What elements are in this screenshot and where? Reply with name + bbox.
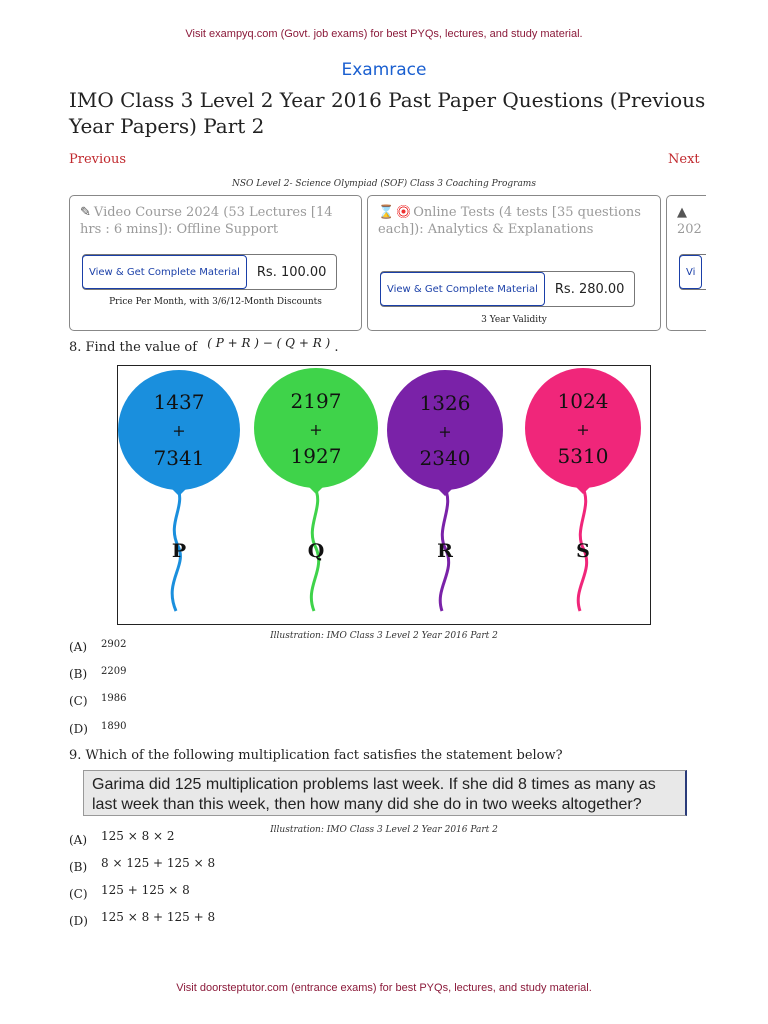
partial-course-card: [666, 195, 706, 331]
price-label: Rs. 100.00: [256, 264, 327, 280]
balloon-s-knot: [575, 486, 591, 494]
q9-option-c[interactable]: [69, 883, 190, 901]
balloon-p-knot: [171, 488, 187, 496]
balloon-r-label: R: [437, 540, 453, 562]
balloon-r-op: +: [438, 422, 452, 441]
purchase-row: [679, 254, 706, 290]
option-label: (D): [69, 914, 88, 928]
site-brand-link[interactable]: Examrace: [341, 60, 427, 80]
option-label: (C): [69, 694, 88, 708]
balloon-q-op: +: [309, 420, 323, 439]
balloon-p-bottom: 7341: [153, 446, 205, 470]
question-8: [69, 336, 339, 355]
balloon-q-knot: [308, 486, 324, 494]
q8-option-a[interactable]: [69, 640, 126, 654]
illustration-caption: Illustration: IMO Class 3 Level 2 Year 2016 Part 2: [270, 825, 498, 835]
top-banner-link[interactable]: Visit exampyq.com (Govt. job exams) for best PYQs, lectures, and study material.: [185, 28, 583, 40]
option-value: 125 + 125 × 8: [101, 883, 190, 897]
coaching-caption: NSO Level 2- Science Olympiad (SOF) Class 3 Coaching Programs: [232, 179, 536, 189]
illustration-caption: Illustration: IMO Class 3 Level 2 Year 2016 Part 2: [270, 631, 498, 641]
video-course-card: [69, 195, 362, 331]
previous-link[interactable]: Previous: [69, 152, 127, 167]
word-problem-statement: Garima did 125 multiplication problems last week. If she did 8 times as many as last week than this week, then how many did she do in two weeks altogether?: [83, 770, 687, 816]
balloon-p-op: +: [172, 421, 186, 440]
question-text: 8. Find the value of: [69, 340, 198, 355]
balloon-p: [118, 370, 240, 611]
option-label: (A): [69, 640, 88, 654]
q8-option-b[interactable]: [69, 667, 126, 681]
q9-option-d[interactable]: [69, 910, 216, 928]
option-label: (D): [69, 722, 88, 736]
balloon-r-top: 1326: [419, 391, 471, 415]
balloons-illustration: [117, 365, 651, 625]
balloon-p-label: P: [171, 540, 187, 562]
bottom-banner-link[interactable]: Visit doorsteptutor.com (entrance exams) for best PYQs, lectures, and study material.: [176, 982, 592, 994]
balloon-r-knot: [437, 488, 453, 496]
hourglass-icon: ⌛: [378, 205, 395, 220]
page-title: IMO Class 3 Level 2 Year 2016 Past Paper Questions (Previous Year Papers) Part 2: [69, 88, 706, 138]
card-footer: 3 Year Validity: [481, 315, 547, 325]
target-icon: [397, 205, 410, 218]
balloon-r-bottom: 2340: [419, 446, 471, 470]
card-title[interactable]: Online Tests (4 tests [35 questions each]): Analytics & Explanations: [378, 205, 641, 237]
question-dot: .: [334, 340, 339, 355]
purchase-row: [380, 271, 635, 307]
q8-option-c[interactable]: [69, 694, 126, 708]
balloon-q: [254, 368, 378, 611]
balloon-s-bottom: 5310: [557, 444, 609, 468]
option-value: 2902: [101, 639, 127, 650]
balloon-q-bottom: 1927: [290, 444, 342, 468]
card-heading: [80, 204, 355, 238]
balloon-s-op: +: [576, 420, 590, 439]
graduation-cap-icon: ▲: [677, 205, 687, 220]
balloon-p-top: 1437: [153, 390, 205, 414]
online-tests-card: [367, 195, 661, 331]
q9-option-a[interactable]: [69, 829, 175, 847]
option-label: (B): [69, 667, 88, 681]
balloons-svg: [118, 366, 650, 624]
option-label: (C): [69, 887, 88, 901]
option-value: 1890: [101, 721, 127, 732]
option-value: 125 × 8 + 125 + 8: [101, 910, 216, 924]
q8-option-d[interactable]: [69, 722, 126, 736]
balloon-r: [387, 370, 503, 611]
card-footer: Price Per Month, with 3/6/12-Month Discounts: [109, 297, 322, 307]
view-material-button[interactable]: View & Get Complete Material: [380, 272, 545, 306]
view-material-button[interactable]: Vi: [679, 255, 702, 289]
math-expression: ( P + R ) − ( Q + R ): [207, 336, 331, 350]
q9-option-b[interactable]: [69, 856, 216, 874]
price-label: Rs. 280.00: [554, 281, 625, 297]
purchase-row: [82, 254, 337, 290]
option-label: (A): [69, 833, 88, 847]
option-value: 2209: [101, 666, 127, 677]
balloon-q-label: Q: [307, 540, 325, 562]
option-value: 1986: [101, 693, 127, 704]
question-9: 9. Which of the following multiplication fact satisfies the statement below?: [69, 748, 563, 763]
balloon-s-top: 1024: [557, 389, 609, 413]
option-label: (B): [69, 860, 88, 874]
card-title[interactable]: Video Course 2024 (53 Lectures [14 hrs : 6 mins]): Offline Support: [80, 205, 333, 237]
video-icon: ✎: [80, 205, 91, 220]
balloon-q-top: 2197: [290, 389, 342, 413]
option-value: 125 × 8 × 2: [101, 829, 175, 843]
card-heading: [677, 204, 706, 238]
view-material-button[interactable]: View & Get Complete Material: [82, 255, 247, 289]
balloon-s-label: S: [576, 540, 590, 562]
balloon-s: [525, 368, 641, 611]
option-value: 8 × 125 + 125 × 8: [101, 856, 216, 870]
card-title[interactable]: 202: [677, 222, 702, 237]
card-heading: [378, 204, 653, 238]
next-link[interactable]: Next: [668, 152, 700, 167]
